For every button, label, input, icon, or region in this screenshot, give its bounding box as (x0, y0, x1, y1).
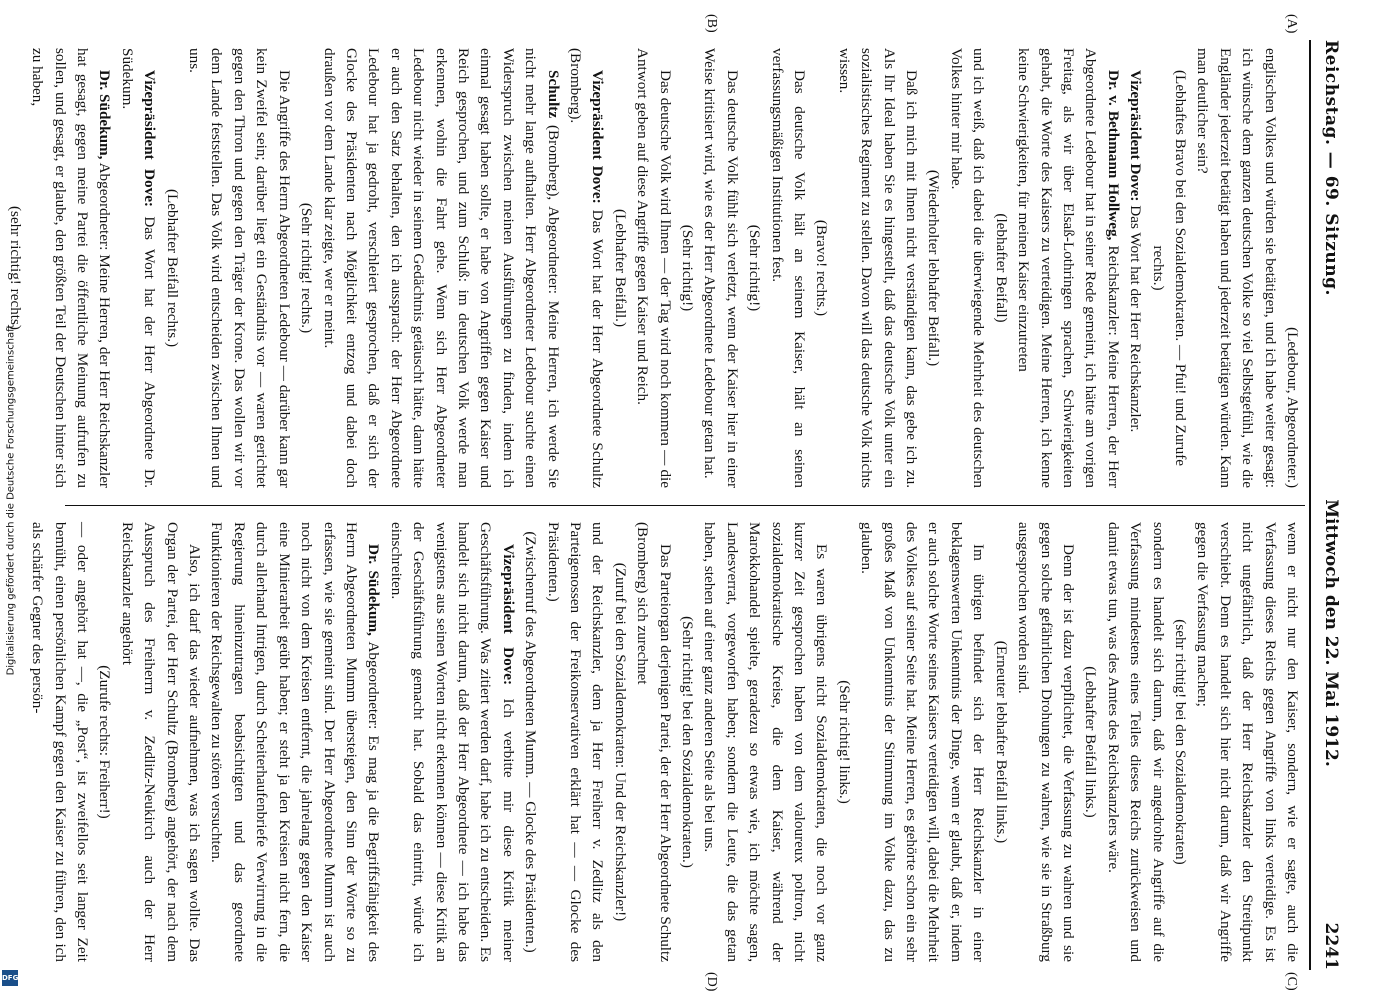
paragraph-text: und der Reichskanzler, dem ja Herr Freiherr v. Zedlitz als den Parteigenossen der Freikonservativen erklärt hat — — Glocke des Präsidenten.) (544, 522, 607, 962)
paragraph-text: (Zurufe rechts: Freiherr!) (96, 665, 114, 819)
paragraph (541, 522, 608, 962)
paragraph-text: (Lebhafter Beifall.) (611, 208, 629, 328)
paragraph-text: sondern es handelt sich darum, daß wir angedrohte Angriffe auf die Verfassung mindestens eines Teiles dieses Reichs zurückweisen und damit etwas tun, was des Amtes des Reichskanzlers wäre. (1104, 522, 1167, 962)
paragraph (698, 522, 832, 962)
paragraph-text: Ich verbitte mir diese Kritik meiner Geschäftsführung. Was zitiert werden darf, habe ich zu entscheiden. Es handelt sich nicht darum, daß der Herr Abgeordnete — ich habe das wenigstens aus seinen Worten nicht erkennen können — diese Kritik an der Geschäftsführung gemacht hat. Sobald das eintritt, würde ich einschreiten. (387, 522, 517, 962)
paragraph-text: wenn er nicht nur den Kaiser, sondern, wie er sagte, auch die Verfassung dieses Reichs gegen Angriffe von links verteidige. Es ist nicht ungefährlich, daß der Herr Reichskanzler den Streitpunkt verschiebt. Denn es handelt sich hier nicht darum, daß wir Angriffe gegen die Verfassung machen; (1194, 522, 1301, 962)
page-number: 2241 (1321, 922, 1341, 970)
interjection (1079, 522, 1101, 962)
paragraph-text: (Erneuter lebhafter Beifall links.) (992, 640, 1010, 844)
paragraph (631, 48, 676, 488)
paragraph (1012, 48, 1124, 488)
interjection (989, 48, 1011, 488)
paragraph (384, 522, 518, 962)
paragraph (765, 48, 810, 488)
interjection (989, 522, 1011, 962)
page-header (1311, 40, 1341, 970)
paragraph (115, 48, 160, 488)
paragraph-text: (Wiederholter lebhafter Beifall.) (925, 169, 943, 367)
paragraph (1101, 522, 1168, 962)
margin-mark-b: (B) (704, 14, 719, 33)
paragraph-text: (Lebhafter Beifall rechts.) (163, 188, 181, 348)
paragraph-text: Abgeordneter: Meine Herren, der Herr Reichskanzler hat gesagt, gegen meine Partei die öffentliche Meinung aufrufen zu sollen, und gesagt, er glaube, den größten Teil der Deutschen hinter sich zu haben, (29, 48, 114, 488)
paragraph-text: Das Wort hat der Herr Abgeordnete Schultz (Bromberg). (567, 48, 607, 488)
paragraph-text: Das deutsche Volk hält an seinem Kaiser, hält an seinen verfassungsmäßigen Institutionen fest. (768, 48, 809, 488)
paragraph-text: Die Angriffe des Herrn Abgeordneten Ledebour — darüber kann gar kein Zweifel sein; darüber liegt ein Geständnis vor — waren gerichtet gegen den Thron und gegen den Träger der Krone. Das wollen wir vor dem Lande feststellen. Das Volk wird entscheiden zwischen Ihnen und uns. (186, 48, 293, 488)
interjection (810, 48, 832, 488)
paragraph-text: (Sehr richtig!) (746, 224, 764, 312)
paragraph-text: (sehr richtig! bei den Sozialdemokraten) (1171, 619, 1189, 865)
header-rule (1309, 40, 1311, 970)
speaker-name: Dr. v. Bethmann Hollweg, (1104, 70, 1122, 241)
paragraph (855, 522, 989, 962)
speaker-name: Vizepräsident Dove: (589, 70, 607, 204)
interjection (1169, 522, 1191, 962)
column-divider (65, 505, 1305, 506)
paragraph-text: Denn der ist dazu verpflichtet, die Verfassung zu wahren und sie gegen solche gefährlichen Drohungen zu wahren, wie sie in Straßburg ausgesprochen worden sind. (1015, 522, 1077, 962)
paragraph-text: (Lebhafter Beifall links.) (1082, 666, 1100, 818)
paragraph-text: Das deutsche Volk wird Ihnen — der Tag wird noch kommen — die Antwort geben auf diese Angriffe gegen Kaiser und Reich. (634, 48, 674, 488)
dfg-credit-text: Digitalisierung gefördert durch die Deutsche Forschungsgemeinschaft (5, 324, 17, 676)
speaker-name: Vizepräsident Dove: (499, 544, 517, 686)
paragraph-text: Es waren übrigens nicht Sozialdemokraten, die noch vor ganz kurzer Zeit gesprochen haben von dem valoureux poltron, nicht sozialdemokratische Kreise, die dem Kaiser, während der Marokkohandel spielte, geradezu so etwas wie, ich möchte sagen, Landesverrat, vorgeworfen haben; sondern die Leute, die das getan haben, stehen auf einer ganz anderen Seite als bei uns. (701, 522, 831, 962)
speaker-name: Schultz (544, 70, 562, 119)
paragraph-text: (sehr richtig! rechts) (6, 206, 24, 330)
header-date: Mittwoch den 22. Mai 1912. (1321, 499, 1341, 767)
paragraph (317, 48, 563, 488)
paragraph (564, 48, 609, 488)
paragraph (945, 48, 990, 488)
paragraph-text: (Sehr richtig!) (679, 224, 697, 312)
interjection (922, 48, 944, 488)
paragraph-text: Reichskanzler: Meine Herren, der Herr Abgeordnete Ledebour hat in seiner Rede gemeint, ich hätte am vorigen Freitag, als wir über Elsaß-Lothringen sprachen, Schwierigkeiten gehabt, die Worte des Kaisers zu verteidigen. Meine Herren, ich kenne keine Schwierigkeiten, für meinen Kaiser einzutreten (1015, 48, 1122, 488)
header-right (1321, 499, 1341, 970)
paragraph-text: (Ledebour, Abgeordneter.) (1284, 327, 1301, 488)
paragraph-text: (Sehr richtig! rechts.) (298, 202, 316, 334)
interjection (608, 522, 630, 962)
margin-mark-a: (A) (1284, 14, 1299, 34)
paragraph (183, 48, 295, 488)
paragraph-text: (Bravo! rechts.) (813, 219, 831, 317)
paragraph (115, 522, 205, 962)
paragraph-text: Im übrigen befindet sich der Herr Reichskanzler in einer beklagenswerten Unkenntnis der Dinge, wenn er glaubt, daß er, indem er auch solche Worte seines Kaisers verteidigen will, dabei die Mehrheit des Volkes auf seiner Seite hat. Meine Herren, es gehörte schon ein sehr großes Maß von Unkenntnis der Stimmung im Volke dazu, das zu glauben. (858, 522, 988, 962)
paragraph (1124, 48, 1146, 488)
paragraph-text: englischen Volkes und würden sie betätigen, und ich habe weiter gesagt: ich wünsche dem ganzen deutschen Volke so viel Selbstgefühl, wie die Engländer jederzeit betätigt haben und jederzeit betätigen würden. Kann man deutlicher sein? (1194, 48, 1279, 488)
paragraph-text: (lebhafter Beifall) (992, 213, 1010, 323)
paragraph-text: — oder angehört hat —, die „Post“, ist zweifellos seit langer Zeit bemüht, einen persönlichen Kampf gegen den Kaiser zu führen, den ich als schärfer Gegner des persön- (29, 522, 92, 962)
paragraph-text: (Bromberg), Abgeordneter: Meine Herren, ich werde Sie nicht mehr lange aufhalten. Herr Abgeordneter Ledebour suchte einen Widerspruch zwischen meinen Ausführungen zu finden, indem ich einmal gesagt haben sollte, er habe von Angriffen gegen Kaiser und Reich gesprochen, und zum Schluß: im deutschen Volk werde man erkennen, wohin die Fahrt gehe. Wenn sich Herr Abgeordneter Ledebour nicht wieder in seinem Gedächtnis getäuscht hätte, dann hätte er auch den Satz behalten, den ich aussprach: der Herr Abgeordnete Ledebour hat ja gedroht, verschleiert gesprochen, daß er sich der Glocke des Präsidenten nach Möglichkeit entzog und dabei doch draußen vor dem Lande klar zeigte, wer er meint. (320, 48, 562, 488)
paragraph (631, 522, 676, 962)
paragraph-text: und ich weiß, daß ich dabei die überwiegende Mehrheit des deutschen Volkes hinter mir habe. (947, 48, 988, 488)
paragraph (1012, 522, 1079, 962)
speaker-name: Dr. Südekum, (365, 544, 383, 636)
interjection (608, 48, 630, 488)
paragraph (26, 48, 116, 488)
interjection (676, 522, 698, 962)
interjection (743, 48, 765, 488)
interjection (1146, 48, 1191, 488)
header-left-title: Reichstag. — 69. Sitzung. (1321, 40, 1341, 296)
interjection (93, 522, 115, 962)
interjection (832, 522, 854, 962)
paragraph-text: Das Wort hat der Herr Reichskanzler. (1127, 201, 1145, 433)
paragraph-text: Das Parteiorgan derjenigen Partei, der der Herr Abgeordnete Schultz (Bromberg) sich zurechnet (634, 522, 674, 962)
paragraph-text: (Sehr richtig! bei den Sozialdemokraten.) (679, 616, 697, 868)
paragraph (698, 48, 743, 488)
interjection (295, 48, 317, 488)
paragraph (832, 48, 922, 488)
speaker-name: Vizepräsident Dove: (1127, 70, 1145, 202)
left-column (6, 48, 1303, 488)
paragraph-text: (Sehr richtig! links.) (835, 680, 853, 804)
interjection (519, 522, 541, 962)
paragraph (26, 522, 93, 962)
paragraph (205, 522, 384, 962)
paragraph-text: Daß ich mich mit Ihnen nicht verständigen kann, das gebe ich zu. Als Ihr Ideal haben Sie es hingestellt, daß das deutsche Volk unter ein sozialistisches Regiment zu stellen. Davon will das deutsche Volk nichts wissen. (835, 48, 921, 488)
paragraph-text: (Zwischenruf des Abgeordneten Mumm. — Glocke des Präsidenten.) (522, 531, 540, 953)
paragraph-text: Das deutsche Volk fühlt sich verletzt, wenn der Kaiser hier in einer Weise kritisiert wird, wie es der Herr Abgeordnete Ledebour getan hat. (701, 48, 741, 488)
speaker-name: Dr. Südekum, (96, 70, 114, 160)
paragraph-text: Das Wort hat der Herr Abgeordnete Dr. Südekum. (118, 48, 159, 488)
right-column (29, 522, 1303, 962)
speaker-name: Vizepräsident Dove: (141, 70, 159, 207)
interjection (3, 48, 25, 488)
paragraph (1191, 522, 1303, 962)
paragraph-text: (Zuruf bei den Sozialdemokraten: Und der Reichskanzler!) (611, 562, 629, 922)
paragraph-text: (Lebhaftes Bravo bei den Sozialdemokraten. — Pfui! und Zurufe rechts.) (1149, 69, 1189, 467)
interjection (160, 48, 182, 488)
margin-mark-d: (D) (704, 972, 719, 992)
margin-mark-c: (C) (1284, 972, 1299, 991)
interjection (676, 48, 698, 488)
paragraph-text: Also, ich darf das wieder aufnehmen, was ich sagen wollte. Das Organ der Partei, der Herr Schultz (Bromberg) angehört, der nach dem Ausspruch des Freiherrn v. Zedlitz-Neukirch auch der Herr Reichskanzler angehört (118, 522, 204, 962)
dfg-logo: DFG (2, 970, 18, 986)
paragraph-text: Abgeordneter: Es mag ja die Begriffsfähigkeit des Herrn Abgeordneten Mumm übersteigen, den Sinn der Worte so zu erfassen, wie sie gemeint sind. Der Herr Abgeordnete Mumm ist auch noch nicht von dem Kreisen entfernt, die jahrelang gegen den Kaiser eine Minierarbeit geübt haben; er steht ja den Kreisen nicht fern, die durch allerhand Intrigen, durch Scheiterhaufenbriefe Verwirrung in die Regierung hineinzutragen beabsichtigten und das geordnete Funktionieren der Reichsgewalten zu stören versuchten. (208, 522, 383, 962)
paragraph (1281, 48, 1303, 488)
paragraph (1191, 48, 1281, 488)
